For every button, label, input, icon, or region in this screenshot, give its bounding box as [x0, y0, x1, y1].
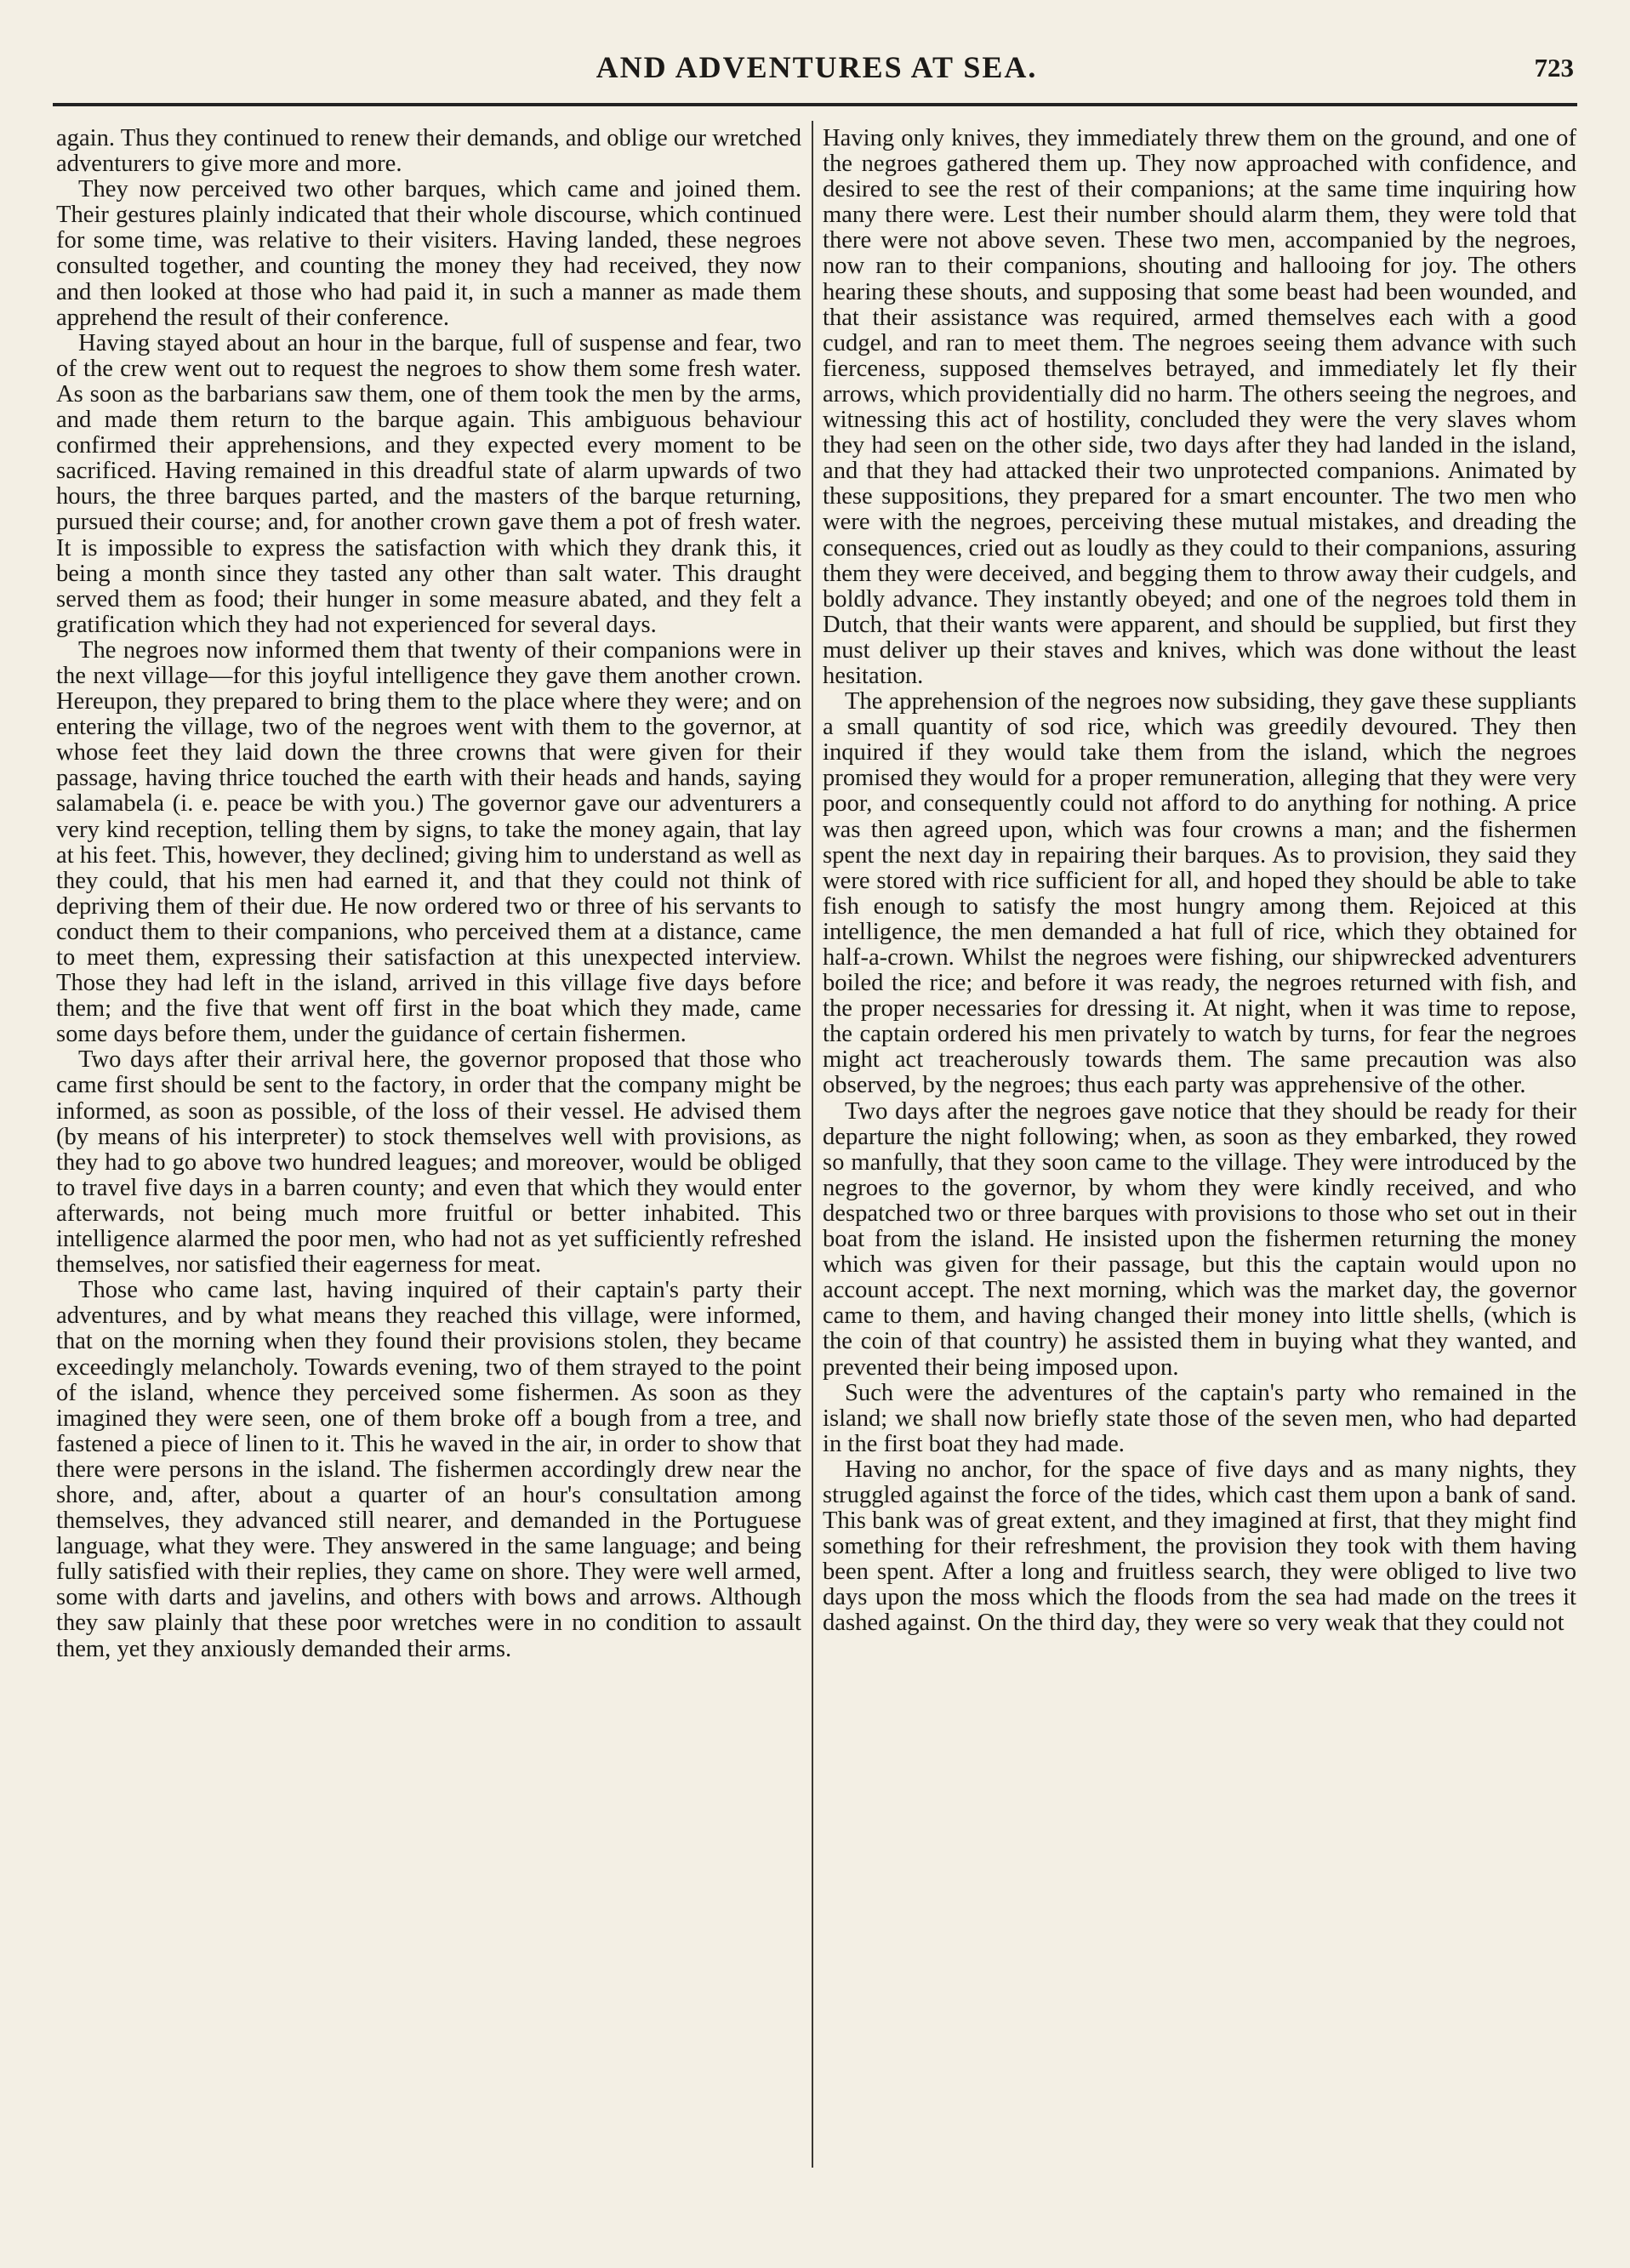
paragraph: Having only knives, they immediately threw them on the ground, and one of the negroes gathered them up. They now approached with confidence, and desired to see the rest of their companions; at the same time inquiring how many there were. Lest their number should alarm them, they were told that there were not above seven. These two men, accompanied by the negroes, now ran to their companions, shouting and hallooing for joy. The others hearing these shouts, and supposing that some beast had been wounded, and that their assistance was required, armed themselves each with a good cudgel, and ran to meet them. The negroes seeing them advance with such fierceness, supposed themselves betrayed, and immediately let fly their arrows, which providentially did no harm. The others seeing the negroes, and witnessing this act of hostility, concluded they were the very slaves whom they had seen on the other side, two days after they had landed in the island, and that they had attacked their two unprotected companions. Animated by these suppositions, they prepared for a smart encounter. The two men who were with the negroes, perceiving these mutual mistakes, and dreading the consequences, cried out as loudly as they could to their companions, assuring them they were deceived, and begging them to throw away their cudgels, and boldly advance. They instantly obeyed; and one of the negroes told them in Dutch, that their wants were apparent, and should be supplied, but first they must deliver up their staves and knives, which was done without the least hesitation.	[823, 126, 1576, 689]
paragraph: Having no anchor, for the space of five days and as many nights, they struggled against the force of the tides, which cast them upon a bank of sand. This bank was of great extent, and they imagined at first, that they might find something for their refreshment, the provision they took with them having been spent. After a long and fruitless search, they were obliged to live two days upon the moss which the floods from the sea had made on the trees it dashed against. On the third day, they were so very weak that they could not	[823, 1456, 1576, 1637]
paragraph: Those who came last, having inquired of their captain's party their adventures, and by what means they reached this village, were informed, that on the morning when they found their provisions stolen, they became exceedingly melancholy. Towards evening, two of them strayed to the point of the island, whence they perceived some fishermen. As soon as they imagined they were seen, one of them broke off a bough from a tree, and fastened a piece of linen to it. This he waved in the air, in order to show that there were persons in the island. The fishermen accordingly drew near the shore, and, after, about a quarter of an hour's consultation among themselves, they advanced still nearer, and demanded in the Portuguese language, what they were. They answered in the same language; and being fully satisfied with their replies, they came on shore. They were well armed, some with darts and javelins, and others with bows and arrows. Although they saw plainly that these poor wretches were in no condition to assault them, yet they anxiously demanded their arms.	[56, 1277, 801, 1662]
paragraph: They now perceived two other barques, which came and joined them. Their gestures plainly indicated that their whole discourse, which continued for some time, was relative to their visiters. Having landed, these negroes consulted together, and counting the money they had received, they now and then looked at those who had paid it, in such a manner as made them apprehend the result of their conference.	[56, 176, 801, 331]
paragraph: Two days after the negroes gave notice that they should be ready for their departure the night following; when, as soon as they embarked, they rowed so manfully, that they soon came to the village. They were introduced by the negroes to the governor, by whom they were kindly received, and who despatched two or three barques with provisions to those who set out in their boat from the island. He insisted upon the fishermen returning the money which was given for their passage, but this the captain would upon no account accept. The next morning, which was the market day, the governor came to them, and having changed their money into little shells, (which is the coin of that country) he assisted them in buying what they wanted, and prevented their being imposed upon.	[823, 1097, 1576, 1381]
paragraph: The negroes now informed them that twenty of their companions were in the next village—for this joyful intelligence they gave them another crown. Hereupon, they prepared to bring them to the place where they were; and on entering the village, two of the negroes went with them to the governor, at whose feet they laid down the three crowns that were given for their passage, having thrice touched the earth with their heads and hands, saying salamabela (i. e. peace be with you.) The governor gave our adventurers a very kind reception, telling them by signs, to take the money again, that lay at his feet. This, however, they declined; giving him to understand as well as they could, that his men had earned it, and that they could not think of depriving them of their due. He now ordered two or three of his servants to conduct them to their companions, who perceived them at a distance, came to meet them, expressing their satisfaction at this unexpected interview. Those they had left in the island, arrived in this village five days before them; and the five that went off first in the boat which they made, came some days before them, under the guidance of certain fishermen.	[56, 636, 801, 1048]
paragraph: The apprehension of the negroes now subsiding, they gave these suppliants a small quantity of sod rice, which was greedily devoured. They then inquired if they would take them from the island, which the negroes promised they would for a proper remuneration, alleging that they were very poor, and consequently could not afford to do anything for nothing. A price was then agreed upon, which was four crowns a man; and the fishermen spent the next day in repairing their barques. As to provision, they said they were stored with rice sufficient for all, and hoped they should be able to take fish enough to satisfy the most hungry among them. Rejoiced at this intelligence, the men demanded a hat full of rice, which they obtained for half-a-crown. Whilst the negroes were fishing, our shipwrecked adventurers boiled the rice; and before it was ready, the negroes returned with fish, and the proper necessaries for dressing it. At night, when it was time to repose, the captain ordered his men privately to watch by turns, for fear the negroes might act treacherously towards them. The same precaution was also observed, by the negroes; thus each party was apprehensive of the other.	[823, 688, 1576, 1099]
text-column-left	[56, 126, 801, 2172]
paragraph: Having stayed about an hour in the barque, full of suspense and fear, two of the crew went out to request the negroes to show them some fresh water. As soon as the barbarians saw them, one of them took the men by the arms, and made them return to the barque again. This ambiguous behaviour confirmed their apprehensions, and they expected every moment to be sacrificed. Having remained in this dreadful state of alarm upwards of two hours, the three barques parted, and the masters of the barque returning, pursued their course; and, for another crown gave them a pot of fresh water. It is impossible to express the satisfaction with which they drank this, it being a month since they tasted any other than salt water. This draught served them as food; their hunger in some measure abated, and they felt a gratification which they had not experienced for several days.	[56, 329, 801, 638]
paragraph: Two days after their arrival here, the governor proposed that those who came first should be sent to the factory, in order that the company might be informed, as soon as possible, of the loss of their vessel. He advised them (by means of his interpreter) to stock themselves well with provisions, as they had to go above two hundred leagues; and moreover, would be obliged to travel five days in a barren county; and even that which they would enter afterwards, not being much more fruitful or better inhabited. This intelligence alarmed the poor men, who had not as yet sufficiently refreshed themselves, nor satisfied their eagerness for meat.	[56, 1046, 801, 1279]
text-column-right	[823, 126, 1576, 2172]
page-header	[51, 49, 1582, 100]
running-title: AND ADVENTURES AT SEA.	[596, 50, 1038, 84]
paragraph: Such were the adventures of the captain's party who remained in the island; we shall now briefly state those of the seven men, who had departed in the first boat they had made.	[823, 1379, 1576, 1457]
paragraph: again. Thus they continued to renew their demands, and oblige our wretched adventurers to give more and more.	[56, 126, 801, 178]
column-divider	[812, 121, 813, 2168]
page-number: 723	[1534, 53, 1574, 83]
header-rule	[53, 103, 1577, 106]
